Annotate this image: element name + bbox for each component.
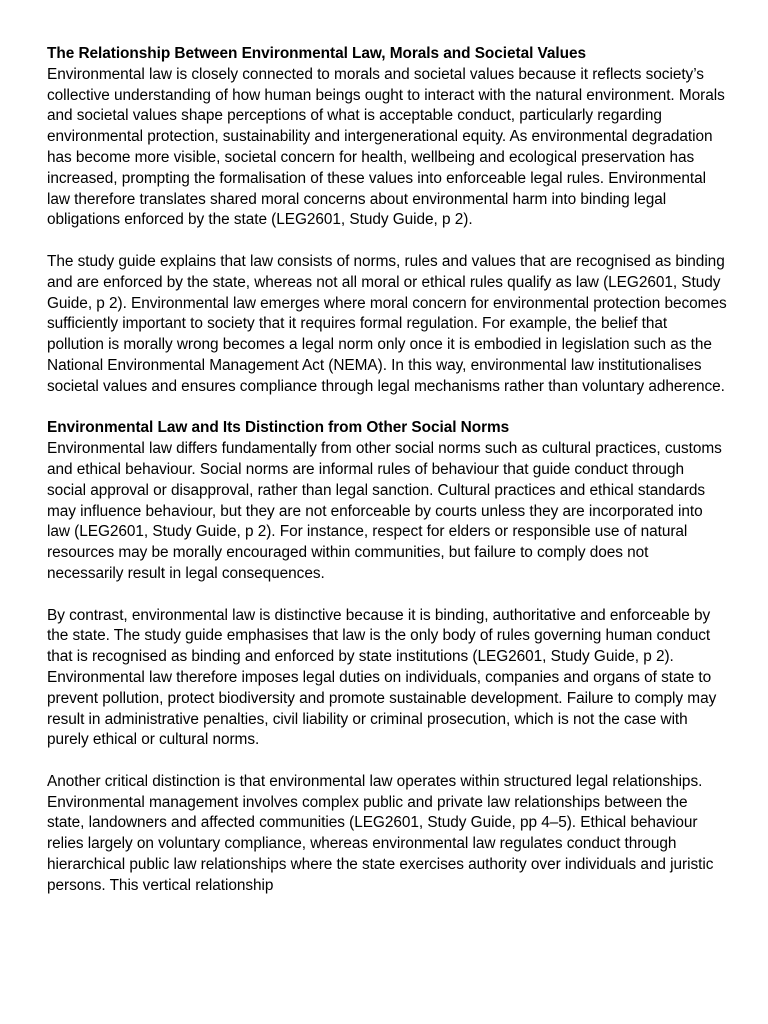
section-heading: The Relationship Between Environmental Law, Morals and Societal Values: [47, 45, 587, 62]
paragraph: By contrast, environmental law is distinctive because it is binding, authoritative and enforceable by the state. The study guide emphasises that law is the only body of rules governing human conduct that is recognised as binding and enforced by state institutions (LEG2601, Study Guide, p 2). Environmental law therefore imposes legal duties on individuals, companies and organs of state to prevent pollution, protect biodiversity and promote sustainable development. Failure to comply may result in administrative penalties, civil liability or criminal prosecution, which is not the case with purely ethical or cultural norms.: [47, 606, 717, 749]
section-distinction: [47, 418, 727, 896]
document-page: [47, 44, 727, 917]
paragraph: Environmental law is closely connected to morals and societal values because it reflects society’s collective understanding of how human beings ought to interact with the natural environment. Morals and societal values shape perceptions of what is acceptable conduct, particularly regarding environmental protection, sustainability and intergenerational equity. As environmental degradation has become more visible, societal concern for health, wellbeing and ecological preservation has increased, prompting the formalisation of these values into enforceable legal rules. Environmental law therefore translates shared moral concerns about environmental harm into binding legal obligations enforced by the state (LEG2601, Study Guide, p 2).: [47, 65, 725, 229]
paragraph: The study guide explains that law consists of norms, rules and values that are recognised as binding and are enforced by the state, whereas not all moral or ethical rules qualify as law (LEG2601, Study Guide, p 2). Environmental law emerges where moral concern for environmental protection becomes sufficiently important to society that it requires formal regulation. For example, the belief that pollution is morally wrong becomes a legal norm only once it is embodied in legislation such as the National Environmental Management Act (NEMA). In this way, environmental law institutionalises societal values and ensures compliance through legal mechanisms rather than voluntary adherence.: [47, 252, 727, 395]
section-heading: Environmental Law and Its Distinction from Other Social Norms: [47, 419, 510, 437]
section-relationship: [47, 44, 727, 398]
paragraph: Environmental law differs fundamentally from other social norms such as cultural practices, customs and ethical behaviour. Social norms are informal rules of behaviour that guide conduct through social approval or disapproval, rather than legal sanction. Cultural practices and ethical standards may influence behaviour, but they are not enforceable by courts unless they are incorporated into law (LEG2601, Study Guide, p 2). For instance, respect for elders or responsible use of natural resources may be morally encouraged within communities, but failure to comply does not necessarily result in legal consequences.: [47, 440, 722, 582]
paragraph: Another critical distinction is that environmental law operates within structured legal relationships. Environmental management involves complex public and private law relationships between the state, landowners and affected communities (LEG2601, Study Guide, pp 4–5). Ethical behaviour relies largely on voluntary compliance, whereas environmental law regulates conduct through hierarchical public law relationships where the state exercises authority over individuals and juristic persons. This vertical relationship: [47, 772, 714, 894]
